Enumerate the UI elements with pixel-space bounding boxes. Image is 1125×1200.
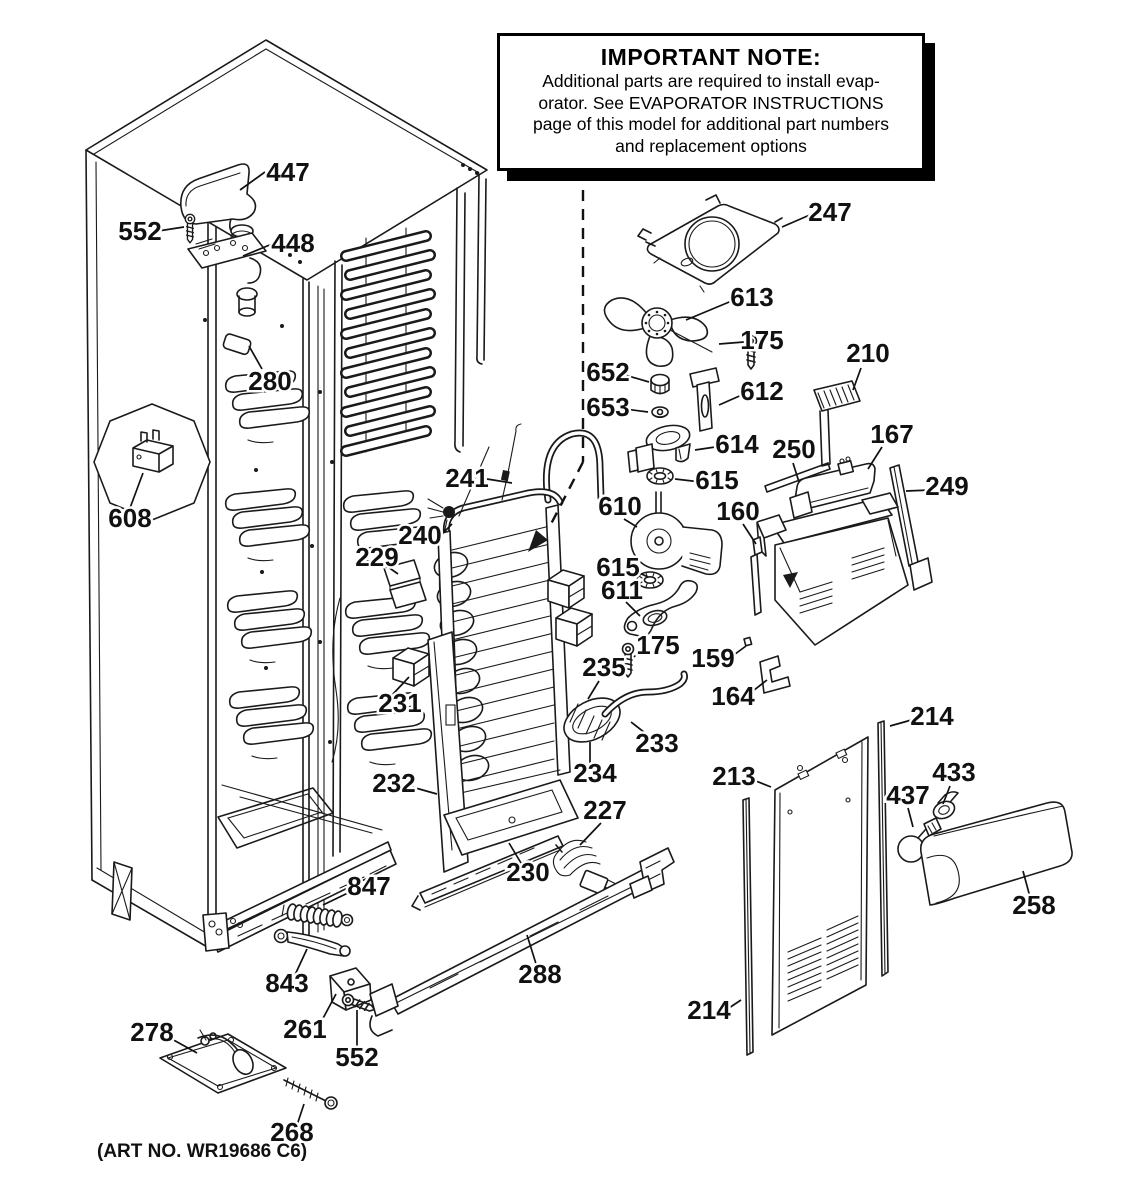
- callout-235: 235: [582, 652, 626, 682]
- rear-panel-213: [772, 737, 868, 1035]
- callout-250: 250: [772, 434, 816, 464]
- callout-610: 610: [598, 491, 642, 521]
- callout-159: 159: [691, 643, 735, 673]
- callout-615a: 615: [695, 465, 739, 495]
- hinge-mount-278: [160, 1030, 286, 1093]
- grommet-ring-615a: [647, 468, 673, 484]
- callout-160: 160: [716, 496, 760, 526]
- callout-249: 249: [925, 471, 969, 501]
- callout-614: 614: [715, 429, 759, 459]
- clip-160: [753, 537, 762, 555]
- callout-268: 268: [270, 1117, 314, 1147]
- callout-231: 231: [378, 688, 422, 718]
- callout-214a: 214: [910, 701, 954, 731]
- condenser-coil: [346, 228, 430, 452]
- callout-175a: 175: [740, 325, 784, 355]
- callout-232: 232: [372, 768, 416, 798]
- icemaker-167: [751, 457, 908, 645]
- bolt-268: [284, 1078, 337, 1109]
- note-line: orator. See EVAPORATOR INSTRUCTIONS: [538, 92, 884, 113]
- callout-608: 608: [108, 503, 152, 533]
- bulb-socket-433: [931, 792, 958, 822]
- bracket-164: [760, 656, 790, 693]
- foam-block-231: [393, 648, 429, 686]
- callout-241: 241: [445, 463, 489, 493]
- fan-blade-613: [604, 298, 712, 366]
- grille-210: [814, 381, 860, 466]
- callout-552b: 552: [335, 1042, 379, 1072]
- callout-437: 437: [886, 780, 930, 810]
- lever-843: [275, 930, 351, 957]
- callout-230: 230: [506, 857, 550, 887]
- screw-552a: [185, 214, 194, 242]
- note-line: and replacement options: [615, 135, 807, 156]
- grommet-652: [651, 375, 669, 395]
- callout-652: 652: [586, 357, 630, 387]
- callout-233: 233: [635, 728, 679, 758]
- important-note-box: [497, 33, 925, 171]
- callout-213: 213: [712, 761, 756, 791]
- callout-261: 261: [283, 1014, 327, 1044]
- callout-552a: 552: [118, 216, 162, 246]
- foam-block-right-2: [556, 608, 592, 646]
- callout-615b: 615: [596, 552, 640, 582]
- rear-access-panel-group: [743, 721, 1072, 1055]
- clip-159: [744, 637, 752, 645]
- note-line: Additional parts are required to install evap-: [542, 71, 880, 91]
- callout-843: 843: [265, 968, 309, 998]
- callout-214b: 214: [687, 995, 731, 1025]
- spring-847: [282, 903, 353, 927]
- callout-847: 847: [347, 871, 391, 901]
- callout-234: 234: [573, 758, 617, 788]
- callout-288: 288: [518, 959, 562, 989]
- callout-247: 247: [808, 197, 852, 227]
- callout-612: 612: [740, 376, 784, 406]
- callout-210: 210: [846, 338, 890, 368]
- callout-278: 278: [130, 1017, 174, 1047]
- callout-653: 653: [586, 392, 630, 422]
- note-line: page of this model for additional part numbers: [532, 114, 890, 134]
- note-title: IMPORTANT NOTE:: [600, 44, 822, 70]
- clip-280: [222, 333, 251, 355]
- callout-175b: 175: [636, 630, 680, 660]
- callout-433: 433: [932, 757, 976, 787]
- motor-bracket-612: [628, 368, 719, 472]
- clip-614: [676, 444, 690, 462]
- hinge-bracket-448: [188, 233, 266, 316]
- callout-229: 229: [355, 542, 399, 572]
- callout-280: 280: [248, 366, 292, 396]
- callout-611: 611: [601, 575, 643, 605]
- callout-447: 447: [266, 157, 310, 187]
- callout-448: 448: [271, 228, 315, 258]
- callout-613: 613: [730, 282, 774, 312]
- grommet-653: [652, 407, 668, 418]
- callout-164: 164: [711, 681, 755, 711]
- fan-shroud-247: [638, 195, 782, 292]
- callout-240: 240: [398, 520, 442, 550]
- foam-block-right-1: [548, 570, 584, 608]
- callout-258: 258: [1012, 890, 1056, 920]
- art-number: (ART NO. WR19686 C6): [97, 1141, 308, 1162]
- callout-227: 227: [583, 795, 627, 825]
- callout-167: 167: [870, 419, 914, 449]
